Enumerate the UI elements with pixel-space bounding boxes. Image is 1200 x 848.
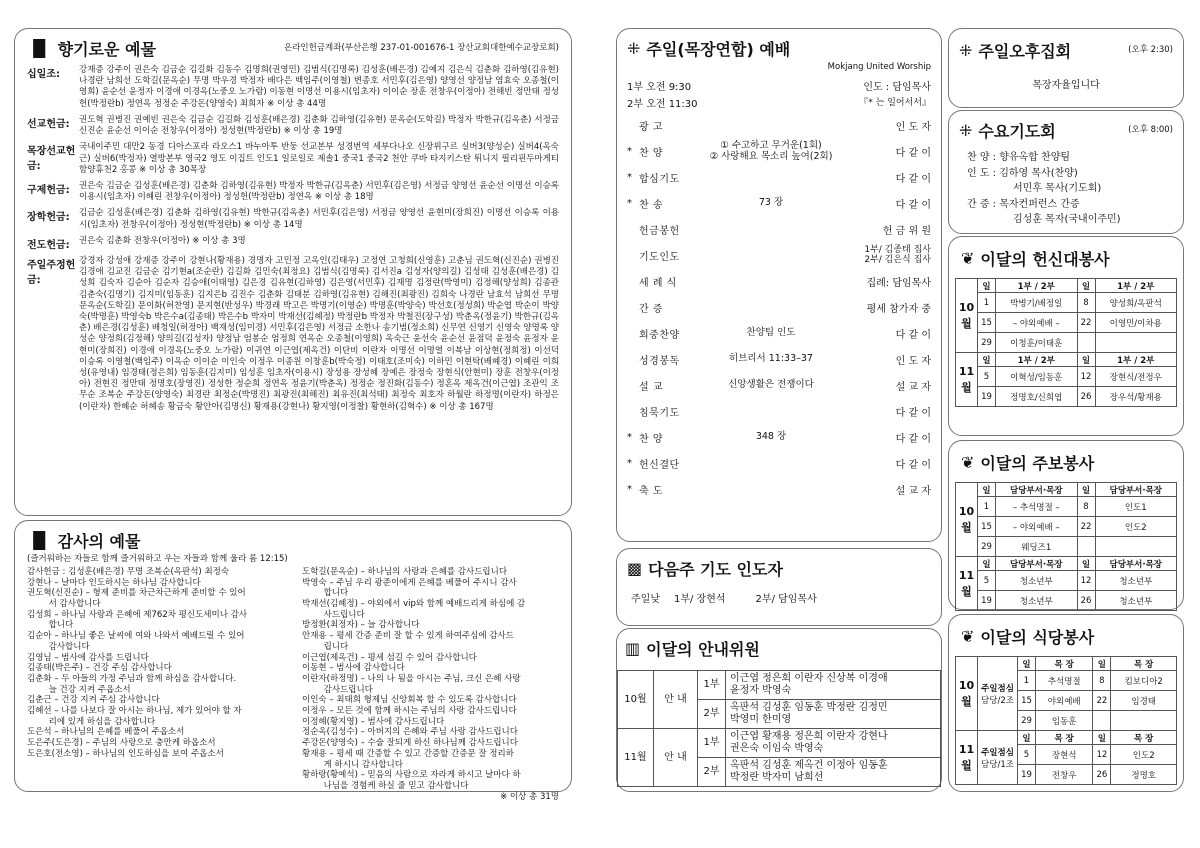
grid-assignee: 인도2 [1111,745,1177,765]
grid-head: 일 [1077,353,1095,367]
grid-assignee: 임동훈 [1036,711,1093,731]
usher-month: 10월 [618,671,654,729]
dining-title: 이달의 식당봉사 [980,628,1095,647]
grid-day [1093,711,1111,731]
thanks-total: ※ 이상 총 31명 [500,791,559,802]
order-row [627,320,931,346]
duty-sub: 담당/2조 [981,695,1014,706]
offering-row [27,236,559,251]
offering-row [27,142,559,176]
dining-section [948,614,1184,792]
order-name: 간 증 [639,303,663,315]
grid-day: 12 [1077,571,1095,591]
order-row [627,242,931,268]
grid-assignee: 추석명절 [1036,671,1093,691]
order-star: * [627,431,632,443]
usher-names: 이근엽 정은희 이란자 신상복 이경애 윤정자 박영숙 [726,671,941,700]
thanks-line: 방정환(최정자) – 늘 감사합니다 [302,620,420,631]
grid-head: 목 장 [1111,657,1177,671]
grid-assignee: – 야외예배 – [996,517,1078,537]
order-row [627,164,931,190]
duty-sub: 담당/1조 [981,759,1014,770]
usher-names: 이근엽 황재용 정은희 이란자 강현나 권은숙 이임숙 박영숙 [726,729,941,758]
grid-head: 일 [1077,557,1095,571]
order-star: * [627,457,632,469]
order-star: * [627,145,632,157]
thanks-line: 도은석 – 하나님의 은혜를 베풀어 주옵소서 [27,727,185,738]
thanks-line: 박재선(김혜정) – 야외에서 vip와 함께 예배드리게 하심에 감 사드립니다 [302,598,526,620]
offering-row [27,181,559,203]
order-leader: 다 같 이 [895,147,931,159]
grid-assignee: 이혁성/임동훈 [996,367,1078,387]
grid-month: 11 월 [956,353,978,407]
grid-head: 일 [1093,731,1111,745]
grid-head: 일 [978,279,996,293]
dots-icon: ⁜ [959,40,973,60]
grid-day: 22 [1093,691,1111,711]
thanks-line: 강현나 – 날마다 인도하시는 하나님 감사합니다 [27,577,201,588]
offering-label: 주일주정헌금: [27,259,76,286]
grid-day: 5 [978,571,996,591]
grid-assignee: 청소년부 [996,571,1078,591]
offering-names: 권도혁 권병진 권예빈 권은숙 김금순 김길화 김성훈(배은경) 김춘화 김하영(김유현) 문옥순(도학길) 박정자 박한규(김옥춘) 서정금 신진순 윤순선 이이순 전창우(이정아) 정성현(박정란b) ※ 이상 총 19명 [79,114,559,137]
thanks-line: 도은주(도은경) – 주님의 사랑으로 충만케 하옵소서 [27,738,216,749]
wed-testimony: 간 증 : 목자컨퍼런스 간증 [967,198,1080,210]
order-leader: 다 같 이 [895,173,931,185]
wed-lead-2: 서민후 목사(기도회) [1013,183,1102,194]
grid-day: 15 [978,313,996,333]
grid-assignee [1095,537,1177,557]
offering-label: 전도헌금: [27,239,70,251]
thanks-title: 감사의 예물 [57,532,141,551]
usher-names: 옥판석 김성훈 제옥건 이정아 임동훈 박정란 박자미 남희선 [726,758,941,787]
thanks-line: 이란자(하정명) – 나의 나 됨을 아시는 주님, 크신 은혜 사랑 감사드립니다 [302,673,521,695]
order-leader: 인 도 자 [895,121,931,133]
order-name: 기도인도 [639,251,680,263]
thanks-line: 이정혜(황지영) – 범사에 감사드립니다 [302,716,445,727]
order-name: 침묵기도 [639,407,680,419]
order-leader: 설 교 자 [895,485,931,497]
book-icon: ▥ [625,638,641,658]
grid-assignee [1095,333,1177,353]
grid-day: 26 [1093,765,1111,785]
grid-head: 일 [978,353,996,367]
order-name: 세 례 식 [639,277,677,289]
grid-head: 일 [1077,483,1095,497]
order-detail: ① 수고하고 무거운(1회) ② 사랑해요 목소리 높여(2회) [709,139,833,162]
offering-section [14,28,572,516]
grid-assignee: 양성희/옥판석 [1095,293,1177,313]
grid-assignee: 전창우 [1036,765,1093,785]
offering-row [27,115,559,137]
thanks-line: 김혜선 – 나를 나보다 잘 아시는 하나님, 제가 있어야 할 자 리에 있게 하심을 감사합니다 [27,706,242,727]
thanks-line: 감사헌금 : 김성훈(배은경) 무명 조복순(옥판석) 최정숙 [27,566,230,577]
grid-assignee: 정명호/신희엽 [996,387,1078,407]
grid-head: 일 [978,557,996,571]
order-row [627,424,931,450]
grid-day: 19 [978,387,996,407]
offering-label: 목장선교헌금: [27,146,76,173]
grid-assignee: 킴보디아2 [1111,671,1177,691]
dining-table [955,656,1177,785]
usher-part: 2부 [698,758,726,787]
thanks-line: 이인숙 – 최태희 형제님 신앙회복 할 수 있도록 감사합니다 [302,695,517,706]
order-row [627,112,931,138]
grid-head: 일 [1077,279,1095,293]
grid-day: 5 [978,367,996,387]
grid-head: 1부 / 2부 [996,353,1078,367]
bulletin-table [955,482,1177,611]
thanks-right-column [302,567,559,802]
grid-assignee: 장우석/황재용 [1095,387,1177,407]
grid-assignee: 청소년부 [1095,591,1177,611]
order-row [627,450,931,476]
usher-role: 안 내 [654,671,698,729]
dots-icon: ⁜ [959,120,973,140]
grid-day: 5 [1018,745,1036,765]
grid-day: 8 [1093,671,1111,691]
order-leader: 헌 금 위 원 [882,225,931,237]
order-name: 헌신결단 [639,459,680,471]
grid-month: 10 월 [956,657,978,731]
afternoon-title: 주일오후집회 [978,42,1072,61]
order-row [627,190,931,216]
ushers-section [616,628,942,792]
thanks-line: 김성희 – 하나님 사랑과 은혜에 제762차 평신도세미나 감사 합니다 [27,609,248,631]
flower-icon: ❦ [961,248,975,268]
grid-assignee: – 야외예배 – [996,313,1078,333]
offering-list [27,65,559,413]
offering-names: 김금순 김성훈(배은경) 김춘화 김하영(김유현) 박한규(김옥춘) 서민후(김은영) 서정금 양영선 윤현미(장희진) 이명선 이승록 이용시(임초자) 전창우(이정아) 정성현(박정란b) ※ 이상 총 14명 [79,208,559,230]
grid-day: 1 [978,293,996,313]
offering-row [27,208,559,230]
next-prayer-first: 1부/ 장현석 [673,594,726,605]
online-account: 온라인헌금계좌(부산은행 237-01-001676-1 장산교회대한예수교장로회) [284,43,559,54]
grid-day [1077,333,1095,353]
grid-day: 15 [978,517,996,537]
grid-month: 10 월 [956,483,978,557]
offering-row [27,256,559,413]
thanks-line: 이근엽(제옥건) – 평세 섬길 수 있어 감사합니다 [302,652,477,663]
dedication-title: 이달의 헌신대봉사 [980,250,1110,269]
standing-note: 『* 는 일어서서』 [859,98,931,108]
order-name: 광 고 [639,121,663,133]
next-prayer-label: 주일낮 [631,594,660,605]
afternoon-time: (오후 2:30) [1128,45,1173,56]
grid-assignee: – 추석명절 – [996,497,1078,517]
grid-head: 목 장 [1036,731,1093,745]
order-leader: 다 같 이 [895,407,931,419]
order-detail: 히브리서 11:33–37 [729,353,813,365]
worship-title: 주일(목장연합) 예배 [646,40,791,59]
grid-day: 8 [1077,293,1095,313]
wed-praise: 찬 양 : 향유옥합 찬양팀 [967,152,1071,163]
usher-role: 안 내 [654,729,698,787]
next-prayer-title: 다음주 기도 인도자 [648,560,783,579]
thanks-line: 도학길(문옥순) – 하나님의 사랑과 은혜를 감사드립니다 [302,566,508,577]
thanks-line: 황재용 – 평세 때 간증할 수 있고 간증할 간증문 잘 정리하 게 하시니 감사합니다 [302,748,514,770]
grid-assignee: 정명호 [1111,765,1177,785]
order-row [627,398,931,424]
usher-month: 11월 [618,729,654,787]
order-row [627,138,931,164]
order-detail: 348 장 [755,431,787,443]
grid-day: 12 [1077,367,1095,387]
grid-assignee: 임경태 [1111,691,1177,711]
order-leader: 다 같 이 [895,329,931,341]
thanks-left-column [27,567,284,802]
thanks-line: 이동현 – 범사에 감사합니다 [302,663,405,674]
order-detail: 73 장 [758,197,784,209]
usher-part: 1부 [698,671,726,700]
offering-title: 향기로운 예물 [57,40,156,59]
thanks-line: 김춘화 – 두 아들의 가정 주님과 함께 하심을 감사합니다. 늘 건강 지켜 주옵소서 [27,673,237,695]
order-star: * [627,483,632,495]
grid-day [1077,537,1095,557]
grid-month: 11 월 [956,731,978,785]
offering-label: 십일조: [27,69,60,80]
grid-duty-label [978,657,1018,731]
grid-head: 담당부서·목장 [1095,483,1177,497]
dedication-table [955,278,1177,407]
grid-day: 8 [1077,497,1095,517]
next-prayer-section [616,548,942,626]
grid-day: 29 [978,537,996,557]
grid-head: 1부 / 2부 [1095,279,1177,293]
grid-head: 목 장 [1111,731,1177,745]
dots-icon: ⁜ [627,38,641,58]
offering-label: 장학헌금: [27,212,70,224]
offering-label: 선교헌금: [27,118,70,130]
grid-assignee: 박병기/배정일 [996,293,1078,313]
wed-testimony-2: 김성훈 목자(국내이주민) [1013,214,1121,225]
ushers-table [617,670,941,787]
order-row [627,294,931,320]
duty-name: 주일점심 [981,683,1014,694]
worship-subtitle: Mokjang United Worship [827,62,931,72]
order-star: * [627,171,632,183]
next-prayer-second: 2부/ 담임목사 [755,594,817,605]
grid-day: 19 [978,591,996,611]
ushers-title: 이달의 안내위원 [646,640,760,659]
thanks-line: 주강돈(양영숙) – 수술 잘되게 하신 하나님께 감사드립니다 [302,738,518,749]
grid-assignee: 장현석 [1036,745,1093,765]
grid-day: 29 [978,333,996,353]
order-leader: 설 교 자 [895,381,931,393]
grid-day: 26 [1077,387,1095,407]
usher-part: 2부 [698,700,726,729]
grid-assignee: 청소년부 [1095,571,1177,591]
grid-assignee: 장현식/전정우 [1095,367,1177,387]
grid-assignee: 인도1 [1095,497,1177,517]
order-name: 헌금봉헌 [639,225,680,237]
order-name: 찬 양 [639,147,663,159]
grid-day: 22 [1077,313,1095,333]
grid-day: 12 [1093,745,1111,765]
worship-time-1: 1부 오전 9:30 [627,82,692,93]
usher-part: 1부 [698,729,726,758]
order-row [627,372,931,398]
thanks-verse: (즐거워하는 자들로 함께 즐거워하고 우는 자들과 함께 울라 롬 12:15) [27,554,288,564]
order-name: 찬 양 [639,433,663,445]
grid-head: 목 장 [1036,657,1093,671]
grid-head: 일 [1018,657,1036,671]
order-leader: 다 같 이 [895,459,931,471]
order-row [627,346,931,372]
grid-assignee [1111,711,1177,731]
usher-names: 옥판석 김성훈 임동훈 박정란 김정민 박영미 한미영 [726,700,941,729]
wednesday-time: (오후 8:00) [1128,125,1173,136]
thanks-line: 김춘근 – 건강 지켜 주심 감사합니다 [27,695,160,706]
grid-head: 1부 / 2부 [1095,353,1177,367]
order-leader: 평세 참가자 중 [866,303,931,315]
grid-day: 26 [1077,591,1095,611]
order-detail: 찬양팀 인도 [746,327,796,339]
grid-head: 일 [1018,731,1036,745]
dedication-section [948,236,1184,436]
grid-assignee: 웨딩즈1 [996,537,1078,557]
checker-icon: ▩ [627,558,643,578]
order-row [627,216,931,242]
grid-head: 1부 / 2부 [996,279,1078,293]
grid-head: 담당부서·목장 [996,483,1078,497]
order-name: 회중찬양 [639,329,680,341]
grid-assignee: 청소년부 [996,591,1078,611]
bar-grid-icon: ▐▌ [27,530,52,550]
order-detail: 신앙생활은 전쟁이다 [728,379,814,391]
afternoon-text: 목장자율입니다 [1032,80,1100,91]
thanks-line: 김순아 – 하나님 좋은 날씨에 여와 나와서 예배드릴 수 있어 감사합니다 [27,631,245,652]
offering-row [27,65,559,110]
afternoon-section [948,28,1184,108]
thanks-line: 황하랑(황예석) – 믿음의 사람으로 자라게 하시고 날마다 하 나님을 경험케 하실 줄 믿고 감사합니다 [302,770,521,791]
bulletin-title: 이달의 주보봉사 [980,454,1095,473]
order-name: 성경봉독 [639,355,680,367]
worship-time-2: 2부 오전 11:30 [627,99,698,110]
order-name: 축 도 [639,485,663,497]
worship-section [616,28,942,542]
bar-grid-icon: ▐▌ [27,38,52,58]
order-name: 찬 송 [639,199,663,211]
grid-day: 29 [1018,711,1036,731]
grid-assignee: 이청훈/이태훈 [996,333,1078,353]
offering-label: 구제헌금: [27,184,70,196]
grid-day: 1 [1018,671,1036,691]
wednesday-section [948,110,1184,234]
thanks-line: 김영님 – 범사에 감사를 드립니다 [27,652,149,663]
duty-name: 주일점심 [981,747,1014,758]
order-leader: 다 같 이 [895,433,931,445]
order-leader: 1부/ 김종태 집사 2부/ 김은식 집사 [864,244,931,265]
order-name: 설 교 [639,381,663,393]
grid-assignee: 이영민/이차용 [1095,313,1177,333]
worship-lead: 인도 : 담임목사 [863,82,931,93]
grid-month: 10 월 [956,279,978,353]
order-leader: 집례: 담임목사 [866,277,931,289]
offering-names: 권은숙 김금순 김성훈(배은경) 김춘화 김하영(김유현) 박정자 박한규(김옥춘) 서민후(김은영) 서정금 양영선 윤순선 이명선 이승록 이용시(임초자) 이혜린 전창우(이정아) 정성헌(박정란b) 정연옥 ※ 이상 총 18명 [79,180,559,203]
offering-names: 권은숙 김춘화 전창우(이정아) ※ 이상 총 3명 [79,235,246,246]
order-name: 합심기도 [639,173,680,185]
offering-names: 강경자 강성애 강재증 강주이 강현나(황재용) 경명자 고민정 고옥인(김태우) 고정연 고청희(신영훈) 고춘님 권도혁(신진순) 권병진 김경애 김교진 김금순 김기현a(조순란) 김길화 김민숙(최정요) 김범식(김명록) 김서진a 김성자(양의길) 김성태 김성훈(배은경) 김성희 김숙자 김순아 김순자 김승애(이태영) 김은경 김유현(김하영) 김은영(서민후) 김재명 김정란(박영미) 김정해(양성희) 김종관 김춘숙(김명기) 김지미(임동훈) 김지은b 김진수 김춘화 김태분 김하영(김유현) 김해진(최광진) 김희숙 나경란 남효석 남희선 무명 문옥순(도학길) 문이화(허찬영) 문지현(반성우) 박경래 박고은 박명기(이영순) 박명훈(박양숙) 박선호(정성희) 박순엽 박순이 박양숙(박명훈) 박영숙b 박은수a(김종태) 박은수b 박자미 박재선(김혜정) 박정란b 박정자 박철진(장구성) 박춘옥(정윤기) 박한규(김옥춘) 배은경(김성훈) 배청일(허정아) 백재성(임미경) 서민후(김은영) 서정금 소한나 송기범(정소희) 신무연 신영기 신영숙 양명록 양성순 양정희(김정해) 양의길(김성자) 양정남 엄봉순 엄정희 연옥순 오종철(이영희) 옥숙근 윤선숙 윤순선 윤점덕 윤정숙 윤정자 윤현미(장희진) 이경애 이경옥(노중오 노가람) 이귀연 이근엽(제옥건) 이단비 이란자 이명선 이명열 이복남 이상현(정희정) 이선덕 이승록 이영철(백임주) 이옥순 이이순 이인숙 이정우 이종원 이창훈b(박숙정) 이태호(조미숙) 이하민 이현탁(배혜경) 이혜린 이희성(유영내) 임경태(정은희) 임동훈(김지미) 임성훈 임초자(이용시) 장성용 장성혜 장예은 장정숙 장현식(안현미) 장훈 전창우(이정아) 전현진 정만태 정명호(장영진) 정성한 정순희 정연옥 정윤기(박춘옥) 정정순 정진화(김동수) 정혼옥 제옥건(이근엽) 조관익 조무순 조복순 주강돈(양영숙) 최경란 최정순(박명진) 최광진(최해진) 최유진(최석태) 최정숙 최호자 하월란 하정명(이란자) 하정은(이란자) 한혜순 허혜송 황금숙 황안아(김명신) 황재용(강현나) 황지영(이정찰) 황현하(김혁수) ※ 이상 총 167명 [79,255,559,412]
grid-head: 담당부서·목장 [996,557,1078,571]
thanks-line: 박영숙 – 주님 우리 광준이에게 은혜를 베풀어 주시니 감사 합니다 [302,577,517,599]
grid-month: 11 월 [956,557,978,611]
flower-icon: ❦ [961,452,975,472]
order-star: * [627,197,632,209]
grid-head: 담당부서·목장 [1095,557,1177,571]
wed-lead: 인 도 : 김하영 목사(찬양) [967,167,1078,179]
order-leader: 다 같 이 [895,199,931,211]
order-row [627,268,931,294]
wednesday-title: 수요기도회 [978,122,1056,141]
offering-names: 국내이주민 대만2 동경 디아스포라 라오스1 바누아투 반둥 선교본부 성경번역 세부다나오 신장위구르 실버3(양성순) 실버4(옥숙근) 실버6(박정자) 열방본부 영국2 영도 이집트 인도1 일로일로 제솔1 중국1 중국2 천안 쿠바 타지키스탄 튀니지 필리핀두마게티 함양휴천2 홍콩 ※ 이상 총 30목장 [79,142,559,175]
grid-day: 15 [1018,691,1036,711]
grid-day: 19 [1018,765,1036,785]
offering-names: 강재증 강주이 권은숙 김금순 김길화 김동수 김명희(권영민) 김범식(김명록) 김성훈(배은경) 김예지 김은식 김춘화 김하영(김유현) 나경란 남희선 도학길(문옥순) 무명 박우경 박정자 배다은 백임주(이영철) 변종호 서민후(김은영) 양영선 양정남 염효숙 오종철(이영희) 윤순선 윤정자 이경애 이경옥(노중오 노가람) 이동현 이명선 이용시(임초자) 이이순 장훈 전창우(이정아) 전해빈 정만태 정성헌(박정란b) 정연옥 정정순 주강돈(양영숙) 최희자 ※ 이상 총 44명 [79,65,559,109]
thanks-line: 권도혁(신진순) – 형제 준비를 차근차근하게 준비할 수 있어 서 감사합니다 [27,588,246,609]
thanks-line: 안재용 – 평세 간증 준비 잘 할 수 있게 하여주심에 감사드 립니다 [302,631,514,652]
order-of-service [627,112,931,502]
grid-head: 일 [978,483,996,497]
thanks-line: 도은호(전소영) – 하나님의 인도하심을 보여 주옵소서 [27,748,224,759]
grid-day: 1 [978,497,996,517]
thanks-section [14,520,572,802]
grid-head: 일 [1093,657,1111,671]
grid-assignee: 야외예배 [1036,691,1093,711]
thanks-line: 김종태(박은주) – 건강 주심 감사합니다 [27,663,172,674]
thanks-line: 이정우 – 모든 것에 함께 하시는 주님의 사랑 감사드립니다 [302,706,517,717]
thanks-line: 정순옥(김성수) – 아버지의 은혜와 주님 사랑 감사드립니다 [302,727,518,738]
order-row [627,476,931,502]
grid-day: 22 [1077,517,1095,537]
bulletin-section [948,440,1184,610]
grid-duty-label [978,731,1018,785]
flower-icon: ❦ [961,626,975,646]
order-leader: 인 도 자 [895,355,931,367]
grid-assignee: 인도2 [1095,517,1177,537]
